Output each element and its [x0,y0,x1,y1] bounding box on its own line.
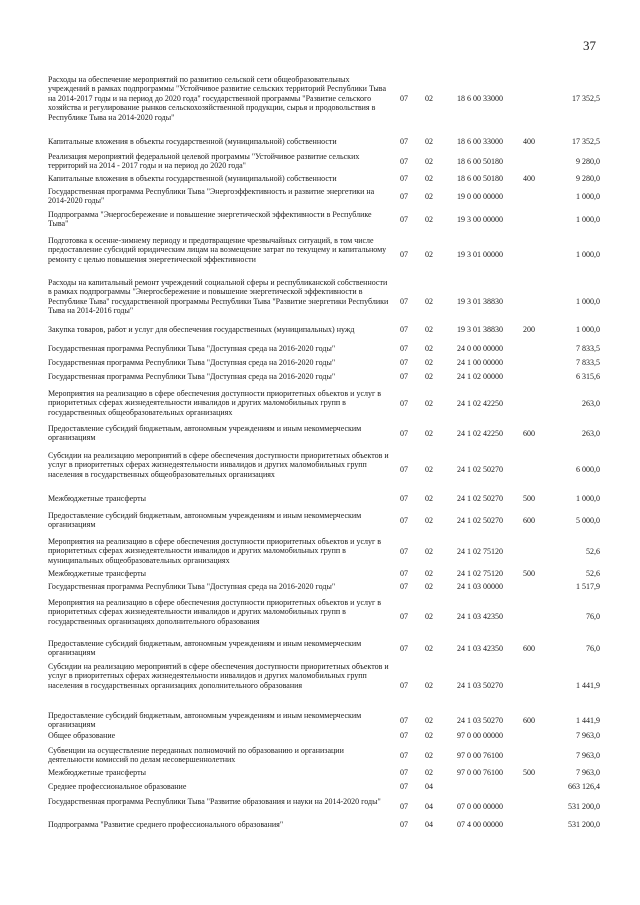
table-row [0,582,640,592]
table-row [0,187,640,206]
row-sum: 17 352,5 [572,137,600,146]
row-cs: 19 3 01 00000 [457,250,503,259]
row-name: Субсидии на реализацию мероприятий в сфере обеспечения доступности приоритетных объектов и услуг в приоритетных сферах жизнедеятельности инвалидов и других маломобильных групп населения в государственных общеобразовательных организациях [48,451,389,479]
row-cs: 24 1 02 75120 [457,547,503,556]
table-row [0,344,640,354]
row-rz: 07 [400,137,408,146]
row-name: Подготовка к осенне-зимнему периоду и предотвращение чрезвычайных ситуаций, в том числе предоставление субсидий юридическим лицам на возмещение затрат по текущему и капитальному ремонту с целью повышения энергетической эффективности [48,236,387,264]
row-name: Межбюджетные трансферты [48,569,146,578]
table-row [0,768,640,778]
table-row [0,75,640,122]
row-name: Межбюджетные трансферты [48,768,146,777]
row-sum: 7 833,5 [576,358,600,367]
row-rz: 07 [400,751,408,760]
row-name: Предоставление субсидий бюджетным, автономным учреждениям и иным некоммерческим организациям [48,424,362,443]
row-sum: 5 000,0 [576,516,600,525]
row-cs: 24 0 00 00000 [457,344,503,353]
row-pr: 02 [425,399,433,408]
row-pr: 02 [425,94,433,103]
table-row [0,662,640,709]
row-cs: 24 1 02 50270 [457,494,503,503]
row-rz: 07 [400,681,408,690]
table-row [0,137,640,147]
row-sum: 1 000,0 [576,250,600,259]
row-name: Межбюджетные трансферты [48,494,146,503]
row-name: Государственная программа Республики Тыва "Доступная среда на 2016-2020 годы" [48,582,336,591]
row-pr: 02 [425,250,433,259]
row-rz: 07 [400,569,408,578]
row-name: Предоставление субсидий бюджетным, автономным учреждениям и иным некоммерческим организациям [48,511,362,530]
row-rz: 07 [400,429,408,438]
row-name: Расходы на капитальный ремонт учреждений социальной сферы и республиканской собственности в рамках подпрограммы "Энергосбережение и повышение энергетической эффективности в Республике Тыва" государственной программы Республики Тыва "Развитие энергетики Республики Тыва на 2014-2016 годы" [48,278,389,316]
row-rz: 07 [400,94,408,103]
table-row [0,797,640,816]
row-pr: 02 [425,372,433,381]
row-pr: 02 [425,297,433,306]
row-cs: 24 1 03 42350 [457,644,503,653]
row-rz: 07 [400,325,408,334]
row-cs: 97 0 00 00000 [457,731,503,740]
table-row [0,236,640,274]
row-pr: 02 [425,344,433,353]
row-name: Государственная программа Республики Тыва "Доступная среда на 2016-2020 годы" [48,344,336,353]
row-name: Предоставление субсидий бюджетным, автономным учреждениям и иным некоммерческим организациям [48,639,362,658]
row-name: Предоставление субсидий бюджетным, автономным учреждениям и иным некоммерческим организациям [48,711,362,730]
row-sum: 7 963,0 [576,751,600,760]
table-row [0,358,640,368]
row-pr: 02 [425,174,433,183]
row-vr: 400 [523,174,535,183]
row-name: Расходы на обеспечение мероприятий по развитию сельской сети общеобразовательных учреждений в рамках подпрограммы "Устойчивое развитие сельских территорий Республики Тыва на 2014-2017 годы и на период до 2020 года" государственной программы "Развитие сельского хозяйства и регулирование рынков сельскохозяйственной продукции, сырья и продовольствия в Республике Тыва на 2014-2020 годы" [48,75,387,122]
table-row [0,639,640,658]
row-cs: 19 3 00 00000 [457,215,503,224]
row-cs: 24 1 03 50270 [457,716,503,725]
row-pr: 02 [425,465,433,474]
row-pr: 02 [425,516,433,525]
row-rz: 07 [400,372,408,381]
row-sum: 9 280,0 [576,174,600,183]
row-sum: 1 441,9 [576,681,600,690]
row-rz: 07 [400,250,408,259]
row-cs: 24 1 02 42250 [457,399,503,408]
table-row [0,598,640,636]
row-sum: 263,0 [582,399,600,408]
row-name: Среднее профессиональное образование [48,782,187,791]
row-rz: 07 [400,399,408,408]
row-cs: 19 0 00 00000 [457,192,503,201]
row-rz: 07 [400,820,408,829]
row-rz: 07 [400,782,408,791]
row-pr: 02 [425,681,433,690]
table-row [0,389,640,418]
row-name: Общее образование [48,731,116,740]
row-cs: 24 1 02 75120 [457,569,503,578]
row-pr: 04 [425,820,433,829]
row-name: Государственная программа Республики Тыва "Развитие образования и науки на 2014-2020 годы" [48,797,381,806]
table-row [0,711,640,730]
row-cs: 18 6 00 50180 [457,157,503,166]
row-rz: 07 [400,612,408,621]
row-vr: 600 [523,644,535,653]
row-pr: 04 [425,802,433,811]
row-name: Мероприятия на реализацию в сфере обеспечения доступности приоритетных объектов и услуг в приоритетных сферах жизнедеятельности инвалидов и других маломобильных групп в муниципальных общеобразовательных организациях [48,537,382,565]
table-row [0,820,640,830]
row-rz: 07 [400,802,408,811]
row-vr: 500 [523,569,535,578]
row-rz: 07 [400,731,408,740]
row-sum: 7 963,0 [576,731,600,740]
row-cs: 07 0 00 00000 [457,802,503,811]
row-cs: 24 1 02 00000 [457,372,503,381]
row-pr: 02 [425,751,433,760]
row-name: Закупка товаров, работ и услуг для обеспечения государственных (муниципальных) нужд [48,325,355,334]
row-name: Мероприятия на реализацию в сфере обеспечения доступности приоритетных объектов и услуг в приоритетных сферах жизнедеятельности инвалидов и других маломобильных групп в государственных организациях дополнительного образования [48,598,382,626]
row-cs: 18 6 00 50180 [457,174,503,183]
row-vr: 600 [523,429,535,438]
row-pr: 02 [425,325,433,334]
row-pr: 02 [425,582,433,591]
row-cs: 24 1 02 50270 [457,465,503,474]
row-vr: 400 [523,137,535,146]
row-sum: 1 000,0 [576,325,600,334]
row-name: Подпрограмма "Развитие среднего профессионального образования" [48,820,284,829]
row-sum: 9 280,0 [576,157,600,166]
row-pr: 02 [425,494,433,503]
row-pr: 02 [425,569,433,578]
row-cs: 97 0 00 76100 [457,768,503,777]
row-rz: 07 [400,358,408,367]
table-row [0,494,640,504]
row-sum: 6 315,6 [576,372,600,381]
row-rz: 07 [400,516,408,525]
page-number: 37 [583,38,596,53]
row-sum: 6 000,0 [576,465,600,474]
row-sum: 7 833,5 [576,344,600,353]
table-row [0,731,640,741]
row-cs: 24 1 02 50270 [457,516,503,525]
table-row [0,152,640,171]
row-rz: 07 [400,157,408,166]
row-rz: 07 [400,768,408,777]
row-rz: 07 [400,494,408,503]
row-rz: 07 [400,344,408,353]
table-row [0,372,640,382]
row-vr: 600 [523,516,535,525]
table-row [0,537,640,566]
row-pr: 02 [425,768,433,777]
row-rz: 07 [400,215,408,224]
table-row [0,325,640,335]
row-pr: 02 [425,716,433,725]
row-cs: 18 6 00 33000 [457,137,503,146]
row-sum: 1 000,0 [576,494,600,503]
row-sum: 263,0 [582,429,600,438]
table-row [0,569,640,579]
table-row [0,511,640,530]
row-rz: 07 [400,174,408,183]
row-name: Капитальные вложения в объекты государственной (муниципальной) собственности [48,174,337,183]
row-name: Реализация мероприятий федеральной целевой программы "Устойчивое развитие сельских территорий на 2014 - 2017 годы и на период до 2020 года" [48,152,360,171]
row-sum: 1 441,9 [576,716,600,725]
row-sum: 7 963,0 [576,768,600,777]
row-vr: 500 [523,494,535,503]
row-pr: 02 [425,644,433,653]
row-sum: 531 200,0 [568,820,600,829]
row-rz: 07 [400,465,408,474]
row-name: Мероприятия на реализацию в сфере обеспечения доступности приоритетных объектов и услуг в приоритетных сферах жизнедеятельности инвалидов и других маломобильных групп в государственных общеобразовательных организациях [48,389,382,417]
row-cs: 24 1 03 42350 [457,612,503,621]
row-cs: 18 6 00 33000 [457,94,503,103]
row-rz: 07 [400,297,408,306]
table-row [0,782,640,792]
row-cs: 07 4 00 00000 [457,820,503,829]
row-pr: 02 [425,429,433,438]
table-row [0,210,640,229]
row-sum: 17 352,5 [572,94,600,103]
row-sum: 52,6 [586,569,600,578]
row-sum: 1 517,9 [576,582,600,591]
row-name: Государственная программа Республики Тыва "Энергоэффективность и развитие энергетики на 2014-2020 годы" [48,187,375,206]
row-pr: 02 [425,358,433,367]
row-pr: 02 [425,192,433,201]
row-rz: 07 [400,644,408,653]
row-name: Государственная программа Республики Тыва "Доступная среда на 2016-2020 годы" [48,358,336,367]
table-row [0,746,640,765]
row-pr: 02 [425,137,433,146]
row-sum: 52,6 [586,547,600,556]
row-cs: 19 3 01 38830 [457,297,503,306]
row-vr: 500 [523,768,535,777]
row-name: Субвенции на осуществление переданных полномочий по образованию и организации деятельности комиссий по делам несовершеннолетних [48,746,344,765]
row-pr: 02 [425,157,433,166]
row-rz: 07 [400,192,408,201]
row-pr: 02 [425,547,433,556]
row-cs: 24 1 00 00000 [457,358,503,367]
row-rz: 07 [400,547,408,556]
row-cs: 97 0 00 76100 [457,751,503,760]
row-pr: 02 [425,612,433,621]
table-row [0,174,640,184]
table-row [0,278,640,325]
row-rz: 07 [400,582,408,591]
row-sum: 1 000,0 [576,297,600,306]
row-name: Капитальные вложения в объекты государственной (муниципальной) собственности [48,137,337,146]
row-name: Подпрограмма "Энергосбережение и повышение энергетической эффективности в Республике Тыва" [48,210,372,229]
row-name: Государственная программа Республики Тыва "Доступная среда на 2016-2020 годы" [48,372,336,381]
row-sum: 76,0 [586,612,600,621]
row-sum: 76,0 [586,644,600,653]
row-pr: 04 [425,782,433,791]
row-name: Субсидии на реализацию мероприятий в сфере обеспечения доступности приоритетных объектов и услуг в приоритетных сферах жизнедеятельности инвалидов и других маломобильных групп населения в государственных организациях дополнительного образования [48,662,389,690]
row-rz: 07 [400,716,408,725]
row-vr: 600 [523,716,535,725]
row-cs: 19 3 01 38830 [457,325,503,334]
row-sum: 1 000,0 [576,192,600,201]
row-pr: 02 [425,731,433,740]
row-cs: 24 1 03 50270 [457,681,503,690]
row-sum: 531 200,0 [568,802,600,811]
row-cs: 24 1 02 42250 [457,429,503,438]
row-sum: 1 000,0 [576,215,600,224]
row-vr: 200 [523,325,535,334]
row-pr: 02 [425,215,433,224]
row-sum: 663 126,4 [568,782,600,791]
row-cs: 24 1 03 00000 [457,582,503,591]
table-row [0,424,640,443]
table-row [0,451,640,489]
